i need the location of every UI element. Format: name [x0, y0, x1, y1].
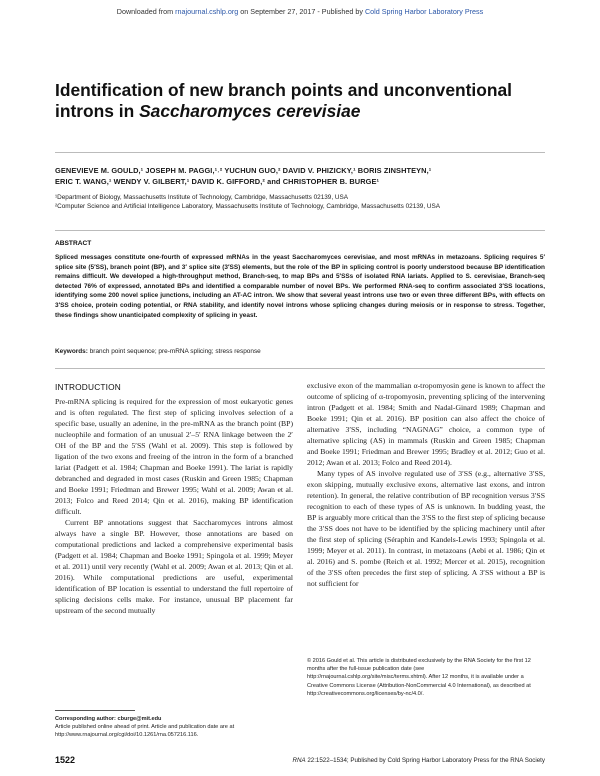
corresponding-author-line [55, 715, 293, 723]
abstract-heading: ABSTRACT [55, 240, 92, 247]
column-left [55, 396, 293, 616]
affiliation-2: ²Computer Science and Artificial Intelligence Laboratory, Massachusetts Institute of Technology, Cambridge, Massachusetts 02139, USA [55, 203, 441, 210]
abstract-text: Spliced messages constitute one-fourth of expressed mRNAs in the yeast Saccharomyces cerevisiae, and most mRNAs in metazoans. Splicing requires 5′ splice site (5′SS), branch point (BP), and 3′ splice site (3′SS) elements, but the role of the BP in splicing control is poorly understood because BP identification remains difficult. We developed a high-throughput method, Branch-seq, to map BPs and 5′SSs of isolated RNA lariats. Applied to S. cerevisiae, Branch-seq detected 76% of expressed, annotated BPs and identified a comparable number of novel BPs. We performed RNA-seq to confirm associated 3′SS locations, identifying some 200 novel splice junctions, including an AT-AC intron. We show that several yeast introns use two or even three different BPs, with effects on 3′SS choice, protein coding potential, or RNA stability, and identify novel introns whose splicing changes during meiosis or in response to stress. Together, these findings show unanticipated complexity of splicing in yeast. [55, 254, 545, 319]
article-title [55, 80, 555, 122]
download-site-link[interactable]: rnajournal.cshlp.org [175, 7, 239, 16]
authors-line-2: ERIC T. WANG,¹ WENDY V. GILBERT,¹ DAVID K. GIFFORD,² and CHRISTOPHER B. BURGE¹ [55, 177, 380, 186]
corresponding-author-email[interactable]: cburge@mit.edu [117, 716, 162, 722]
title-line-1: Identification of new branch points and unconventional [55, 80, 512, 100]
correspondence-note [55, 715, 293, 740]
page-number: 1522 [55, 755, 76, 765]
affiliation-divider [55, 230, 545, 231]
download-banner [0, 7, 600, 16]
authors-line-1: GENEVIEVE M. GOULD,¹ JOSEPH M. PAGGI,¹˒² YUCHUN GUO,² DAVID V. PHIZICKY,¹ BORIS ZINSHTEYN,¹ [55, 166, 432, 175]
title-line-2-prefix: introns in [55, 101, 135, 121]
publisher-link[interactable]: Cold Spring Harbor Laboratory Press [364, 7, 484, 16]
journal-citation [240, 757, 545, 764]
introduction-heading: INTRODUCTION [55, 382, 122, 392]
keywords-label: Keywords: [55, 348, 88, 355]
doi-link[interactable]: http://www.rnajournal.org/cgi/doi/10.1261/rna.057216.116. [55, 732, 199, 739]
license-note: © 2016 Gould et al. This article is distributed exclusively by the RNA Society for the first 12 months after the full-issue publication date (see http://rnajournal.cshlp.org/site/misc/terms.xhtml). After 12 months, it is available under a Creative Commons License (Attribution-NonCommercial 4.0 International), as described at http://creativecommons.org/licenses/by-nc/4.0/. [307, 658, 531, 697]
keywords [55, 348, 545, 355]
affiliation-1: ¹Department of Biology, Massachusetts Institute of Technology, Cambridge, Massachusetts 02139, USA [55, 194, 349, 201]
abstract-divider [55, 368, 545, 369]
title-species: Saccharomyces cerevisiae [139, 101, 361, 121]
corresponding-author-label: Corresponding author: [55, 716, 116, 722]
intro-paragraph-3: exclusive exon of the mammalian α-tropomyosin gene is known to affect the outcome of splicing of α-tropomyosin, preventing splicing of the intervening intron (Padgett et al. 1984; Smith and Nadal-Ginard 1989; Chapman and Boeke 1991; Qin et al. 2016). BP position can also affect the choice of alternative 3′SS, including “NAGNAG” choice, a common type of alternative splicing (AS) in mammals (Ruskin and Green 1985; Chapman and Boeke 1991; Friedman and Brewer 1995; Bradley et al. 2012; Guo et al. 2012; Awan et al. 2013; Folco and Reed 2014). [307, 381, 545, 467]
title-divider [55, 152, 545, 153]
intro-paragraph-2: Current BP annotations suggest that Saccharomyces introns almost always have a single BP. However, those annotations are based on computational predictions and lacked a comprehensive experimental basis (Padgett et al. 1984; Chapman and Boeke 1991; Spingola et al. 1999; Meyer et al. 2011) until very recently (Wahl et al. 2009; Awan et al. 2013; Qin et al. 2016). While computational predictions are useful, experimental identification of BP location is essential to understand the full repertoire of splicing decisions cells make. For instance, unusual BP placement far upstream of the second mutually [55, 518, 293, 615]
download-date: on September 27, 2017 - Published by [240, 7, 363, 16]
intro-paragraph-1: Pre-mRNA splicing is required for the expression of most eukaryotic genes and is often regulated. The first step of splicing involves selection of a specific base, usually an adenine, in the pre-mRNA as the branch point (BP) nucleophile and formation of an unusual 2′–5′ RNA linkage between the 2′ OH of the BP and the 5′SS (Wahl et al. 2009). This step is followed by ligation of the two exons and freeing of the intron in the form of a branched lariat (Padgett et al. 1984; Chapman and Boeke 1991). The lariat is rapidly debranched and degraded in most cases (Ruskin and Green 1985; Chapman and Boeke 1991; Friedman and Brewer 1995; Wahl et al. 2009; Awan et al. 2013; Folco and Reed 2014; Qin et al. 2016), making BP identification difficult. [55, 397, 293, 516]
journal-name: RNA [292, 757, 306, 764]
journal-info: 22:1522–1534; Published by Cold Spring Harbor Laboratory Press for the RNA Society [307, 757, 545, 764]
column-right [307, 380, 545, 589]
footnote-rule [55, 710, 135, 711]
intro-paragraph-4: Many types of AS involve regulated use of 3′SS (e.g., alternative 3′SS, exon skipping, mutually exclusive exons, alternative last exons, and intron retention). In general, the relative contribution of BP recognition versus 3′SS recognition to each of these types of AS is unknown. In budding yeast, the BP is arguably more critical than the 3′SS to the first step of splicing because the 3′SS does not have to be identified by the splicing machinery until after the first step of splicing (Séraphin and Kandels-Lewis 1993; Spingola et al. 1999; Meyer et al. 2011). In contrast, in metazoans (Aebi et al. 1986; Qin et al. 2016) and S. pombe (Reich et al. 1992; Mercer et al. 2015), recognition of the 3′SS often precedes the first step of splicing. A 3′SS without a BP is not sufficient for [307, 469, 545, 588]
download-prefix: Downloaded from [116, 7, 174, 16]
title-line-2 [55, 101, 555, 122]
keywords-text: branch point sequence; pre-mRNA splicing; stress response [89, 348, 261, 355]
author-list [55, 165, 555, 187]
publication-note: Article published online ahead of print. Article and publication date are at [55, 724, 235, 731]
